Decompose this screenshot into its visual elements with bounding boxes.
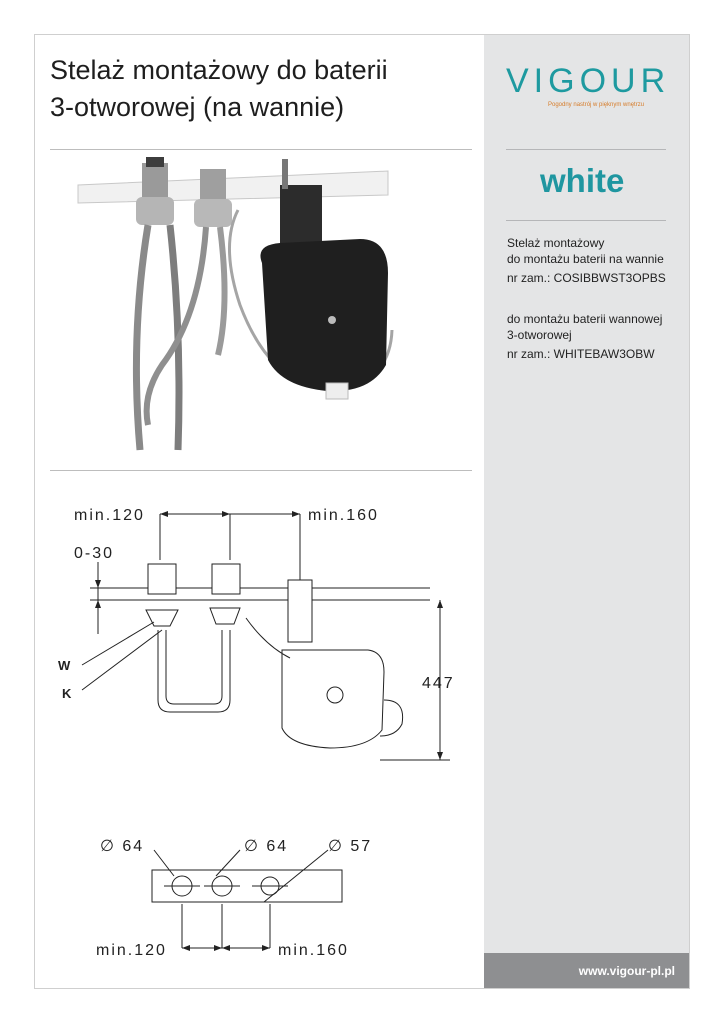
dim-447: 447 — [422, 675, 455, 692]
side-view-drawing — [50, 500, 470, 780]
title-line-1: Stelaż montażowy do baterii — [50, 55, 388, 85]
dim-0-30: 0-30 — [74, 545, 115, 562]
info-mixer-line2: 3-otworowej — [507, 328, 572, 342]
diameter-64-middle: ∅ 64 — [244, 838, 289, 855]
dim-min120-bottom: min.120 — [96, 942, 167, 959]
page-title — [50, 52, 388, 126]
info-frame-line1: Stelaż montażowy — [507, 236, 605, 250]
diameter-64-left: ∅ 64 — [100, 838, 145, 855]
variant-name: white — [540, 162, 625, 199]
footer-bar — [484, 953, 689, 988]
product-info-mixer — [507, 311, 662, 362]
divider-middle — [50, 470, 472, 471]
label-w: W — [58, 658, 71, 673]
label-k: K — [62, 686, 72, 701]
panel-divider-2 — [506, 220, 666, 221]
product-info-frame — [507, 235, 666, 286]
panel-divider-1 — [506, 149, 666, 150]
top-view-drawing — [90, 830, 390, 970]
dim-min160-bottom: min.160 — [278, 942, 349, 959]
title-line-2: 3-otworowej (na wannie) — [50, 92, 345, 122]
brand-tagline: Pogodny nastrój w pięknym wnętrzu — [548, 102, 645, 108]
info-frame-order: nr zam.: COSIBBWST3OPBS — [507, 271, 666, 285]
dim-min120-top: min.120 — [74, 507, 145, 524]
info-mixer-line1: do montażu baterii wannowej — [507, 312, 663, 326]
brand-logo: VIGOUR — [506, 62, 671, 100]
dim-min160-top: min.160 — [308, 507, 379, 524]
mounting-frame-photo-icon — [70, 155, 400, 455]
diameter-57-right: ∅ 57 — [328, 838, 373, 855]
divider-top — [50, 149, 472, 150]
footer-url[interactable]: www.vigour-pl.pl — [578, 963, 675, 978]
info-mixer-order: nr zam.: WHITEBAW3OBW — [507, 347, 655, 361]
info-frame-line2: do montażu baterii na wannie — [507, 252, 664, 266]
